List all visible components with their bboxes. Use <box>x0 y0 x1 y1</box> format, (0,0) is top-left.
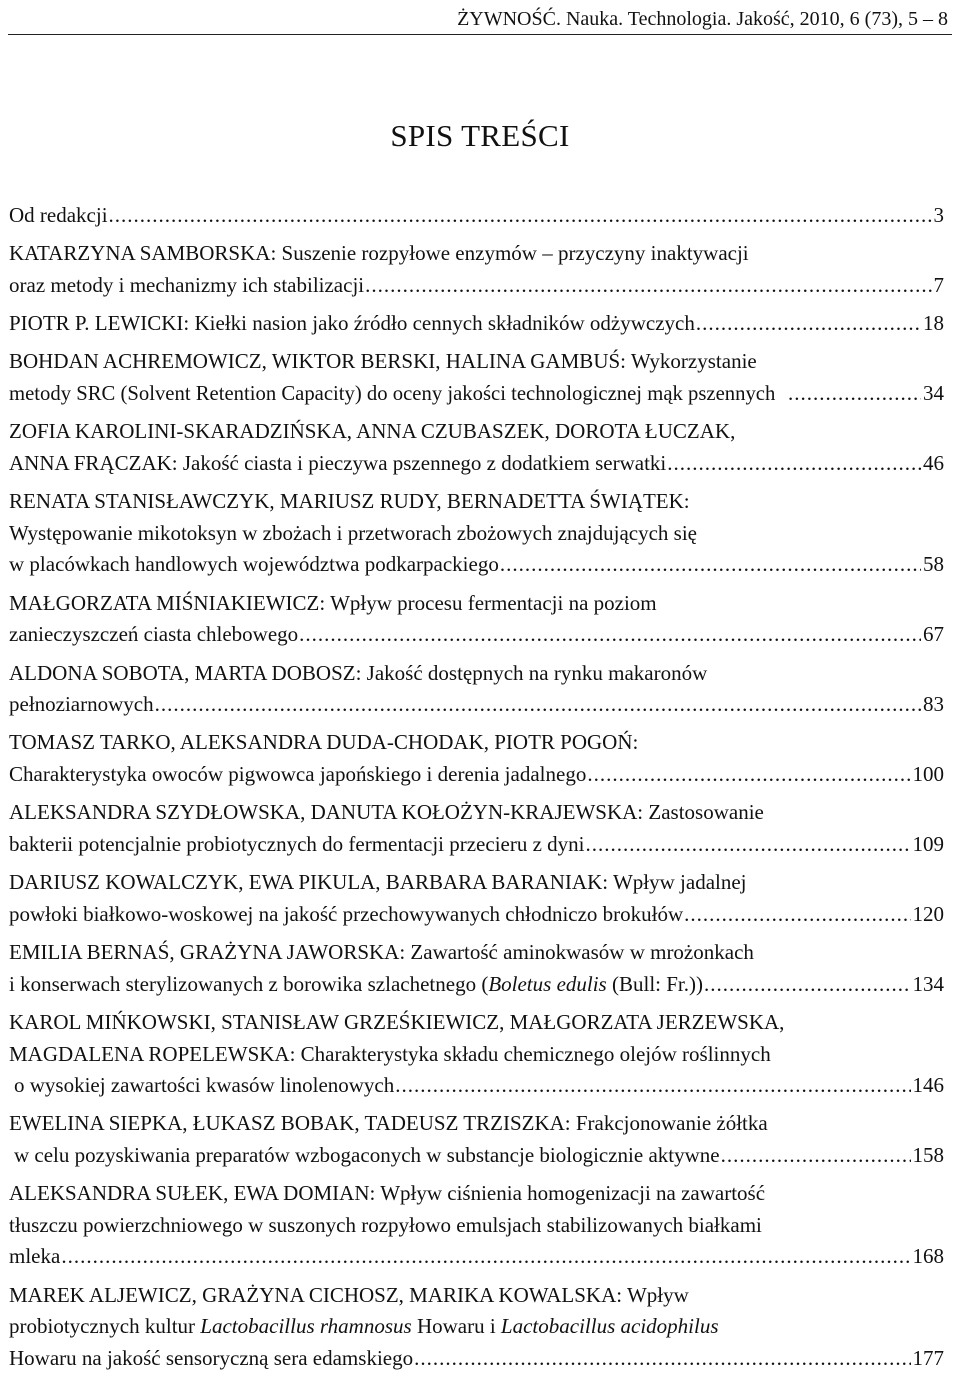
toc-entry-last-line <box>9 1343 944 1375</box>
header-rule <box>8 34 952 35</box>
text-segment: Howaru i <box>411 1314 501 1339</box>
toc-entry-line: EWELINA SIEPKA, ŁUKASZ BOBAK, TADEUSZ TRZISZKA: Frakcjonowanie żółtka <box>9 1111 768 1136</box>
dot-leader <box>109 200 932 232</box>
toc-entry-last-line <box>9 378 944 410</box>
toc-entry-text: Charakterystyka owoców pigwowca japońskiego i derenia jadalnego <box>9 762 587 786</box>
toc-entry-last-line <box>9 308 944 340</box>
toc-entry-text: o wysokiej zawartości kwasów linolenowych <box>14 1073 395 1098</box>
toc-entry[interactable] <box>9 1108 944 1171</box>
toc-entry-line: MAREK ALJEWICZ, GRAŻYNA CICHOSZ, MARIKA KOWALSKA: Wpływ <box>9 1282 689 1307</box>
page-number: 109 <box>912 831 944 856</box>
dot-leader <box>684 899 910 931</box>
toc-entry-last-line <box>9 448 944 480</box>
text-segment: (Bull: Fr.)) <box>606 971 703 996</box>
table-of-contents <box>9 200 944 1381</box>
dot-leader <box>500 549 921 581</box>
toc-entry-text: w celu pozyskiwania preparatów wzbogaconych w substancje biologicznie aktywne <box>14 1142 720 1167</box>
toc-entry[interactable] <box>9 200 944 232</box>
toc-entry[interactable] <box>9 867 944 930</box>
page-number: 3 <box>933 203 944 227</box>
toc-entry-last-line <box>9 759 944 791</box>
dot-leader <box>365 270 931 302</box>
toc-entry-last-line <box>9 689 944 721</box>
text-segment: probiotycznych kultur <box>9 1314 201 1339</box>
page-number: 67 <box>923 622 944 647</box>
page-number: 46 <box>923 450 944 475</box>
species-name: Boletus edulis <box>488 971 607 996</box>
toc-entry-last-line <box>9 829 944 861</box>
toc-entry-line: KATARZYNA SAMBORSKA: Suszenie rozpyłowe enzymów – przyczyny inaktywacji <box>9 241 749 266</box>
page-number: 146 <box>912 1073 944 1098</box>
dot-leader <box>299 619 921 651</box>
toc-entry-last-line <box>9 200 944 232</box>
toc-entry-text: PIOTR P. LEWICKI: Kiełki nasion jako źródło cennych składników odżywczych <box>9 311 695 336</box>
dot-leader <box>667 448 921 480</box>
page-number: 158 <box>912 1142 944 1167</box>
toc-entry-line: ALEKSANDRA SUŁEK, EWA DOMIAN: Wpływ ciśnienia homogenizacji na zawartość <box>9 1181 766 1206</box>
toc-entry-line: ALEKSANDRA SZYDŁOWSKA, DANUTA KOŁOŻYN-KRAJEWSKA: Zastosowanie <box>9 800 764 825</box>
page-title: SPIS TREŚCI <box>390 118 570 153</box>
text-segment: i konserwach sterylizowanych z borowika szlachetnego ( <box>9 971 489 996</box>
page-number: 34 <box>923 381 944 406</box>
dot-leader <box>587 759 910 791</box>
toc-entry-line: BOHDAN ACHREMOWICZ, WIKTOR BERSKI, HALINA GAMBUŚ: Wykorzystanie <box>9 349 757 374</box>
dot-leader <box>704 969 911 1001</box>
dot-leader <box>155 689 921 721</box>
toc-entry-text <box>9 378 787 410</box>
toc-entry-last-line <box>9 619 944 651</box>
toc-entry-text: Od redakcji <box>9 203 108 227</box>
toc-entry-last-line <box>9 270 944 302</box>
toc-entry-line: RENATA STANISŁAWCZYK, MARIUSZ RUDY, BERNADETTA ŚWIĄTEK: <box>9 489 690 514</box>
dot-leader <box>696 308 921 340</box>
toc-entry-line <box>9 1311 944 1343</box>
running-header-text: ŻYWNOŚĆ. Nauka. Technologia. Jakość, 2010, 6 (73), 5 – 8 <box>457 8 948 30</box>
toc-entry[interactable] <box>9 1178 944 1273</box>
toc-entry-text: oraz metody i mechanizmy ich stabilizacji <box>9 272 365 297</box>
toc-entry-last-line <box>9 1241 944 1273</box>
toc-entry-text <box>9 969 703 1001</box>
dot-leader <box>395 1070 910 1102</box>
toc-entry-line: EMILIA BERNAŚ, GRAŻYNA JAWORSKA: Zawartość aminokwasów w mrożonkach <box>9 940 754 965</box>
toc-entry-last-line <box>9 969 944 1001</box>
toc-entry[interactable] <box>9 486 944 581</box>
toc-entry-text-inner: metody SRC (Solvent Retention Capacity) do oceny jakości technologicznej mąk pszennych <box>9 381 776 406</box>
page-number: 83 <box>923 692 944 717</box>
toc-entry[interactable] <box>9 416 944 479</box>
toc-entry-text: bakterii potencjalnie probiotycznych do fermentacji przecieru z dyni <box>9 831 585 856</box>
toc-entry-line: MAŁGORZATA MIŚNIAKIEWICZ: Wpływ procesu fermentacji na poziom <box>9 590 657 615</box>
toc-entry-text: ANNA FRĄCZAK: Jakość ciasta i pieczywa pszennego z dodatkiem serwatki <box>9 450 667 475</box>
toc-entry-text: w placówkach handlowych województwa podkarpackiego <box>9 552 499 577</box>
dot-leader <box>61 1241 910 1273</box>
toc-entry[interactable] <box>9 1280 944 1375</box>
dot-leader <box>586 829 911 861</box>
species-name: Lactobacillus rhamnosus <box>200 1314 412 1339</box>
page-number: 168 <box>912 1244 944 1269</box>
page-number: 18 <box>923 311 944 336</box>
toc-entry-text: mleka <box>9 1244 61 1269</box>
toc-entry-line: TOMASZ TARKO, ALEKSANDRA DUDA-CHODAK, PIOTR POGOŃ: <box>9 730 639 755</box>
toc-entry[interactable] <box>9 346 944 409</box>
page-number: 100 <box>912 762 944 786</box>
toc-entry-line: ALDONA SOBOTA, MARTA DOBOSZ: Jakość dostępnych na rynku makaronów <box>9 660 708 685</box>
species-name: Lactobacillus acidophilus <box>500 1314 719 1339</box>
toc-entry[interactable] <box>9 588 944 651</box>
page-number: 120 <box>912 901 944 926</box>
toc-entry-text: powłoki białkowo-woskowej na jakość przechowywanych chłodniczo brokułów <box>9 901 684 926</box>
running-header <box>457 4 948 34</box>
toc-entry-last-line <box>9 549 944 581</box>
toc-entry-line: ZOFIA KAROLINI-SKARADZIŃSKA, ANNA CZUBASZEK, DOROTA ŁUCZAK, <box>9 419 736 444</box>
toc-entry[interactable] <box>9 937 944 1000</box>
toc-entry[interactable] <box>9 658 944 721</box>
toc-entry[interactable] <box>9 1007 944 1102</box>
toc-entry-text: zanieczyszczeń ciasta chlebowego <box>9 622 299 647</box>
toc-entry[interactable] <box>9 797 944 860</box>
toc-entry-text: Howaru na jakość sensoryczną sera edamskiego <box>9 1345 414 1370</box>
toc-entry-line: Występowanie mikotoksyn w zbożach i przetworach zbożowych znajdujących się <box>9 520 697 545</box>
toc-entry-line: DARIUSZ KOWALCZYK, EWA PIKULA, BARBARA BARANIAK: Wpływ jadalnej <box>9 870 747 895</box>
toc-entry-line: tłuszczu powierzchniowego w suszonych rozpyłowo emulsjach stabilizowanych białkami <box>9 1212 762 1237</box>
toc-entry-text: pełnoziarnowych <box>9 692 154 717</box>
toc-entry-last-line <box>9 899 944 931</box>
page-number: 7 <box>933 272 944 297</box>
toc-entry[interactable] <box>9 727 944 790</box>
dot-leader <box>788 378 921 410</box>
page-number: 134 <box>912 971 944 996</box>
toc-entry[interactable] <box>9 238 944 301</box>
toc-entry-line: MAGDALENA ROPELEWSKA: Charakterystyka składu chemicznego olejów roślinnych <box>9 1041 771 1066</box>
dot-leader <box>414 1343 910 1375</box>
dot-leader <box>721 1140 911 1172</box>
page-number: 177 <box>912 1345 944 1370</box>
toc-entry-last-line <box>9 1070 944 1102</box>
page-number: 58 <box>923 552 944 577</box>
toc-entry[interactable] <box>9 308 944 340</box>
toc-entry-line: KAROL MIŃKOWSKI, STANISŁAW GRZEŚKIEWICZ, MAŁGORZATA JERZEWSKA, <box>9 1009 785 1034</box>
toc-entry-last-line <box>9 1140 944 1172</box>
